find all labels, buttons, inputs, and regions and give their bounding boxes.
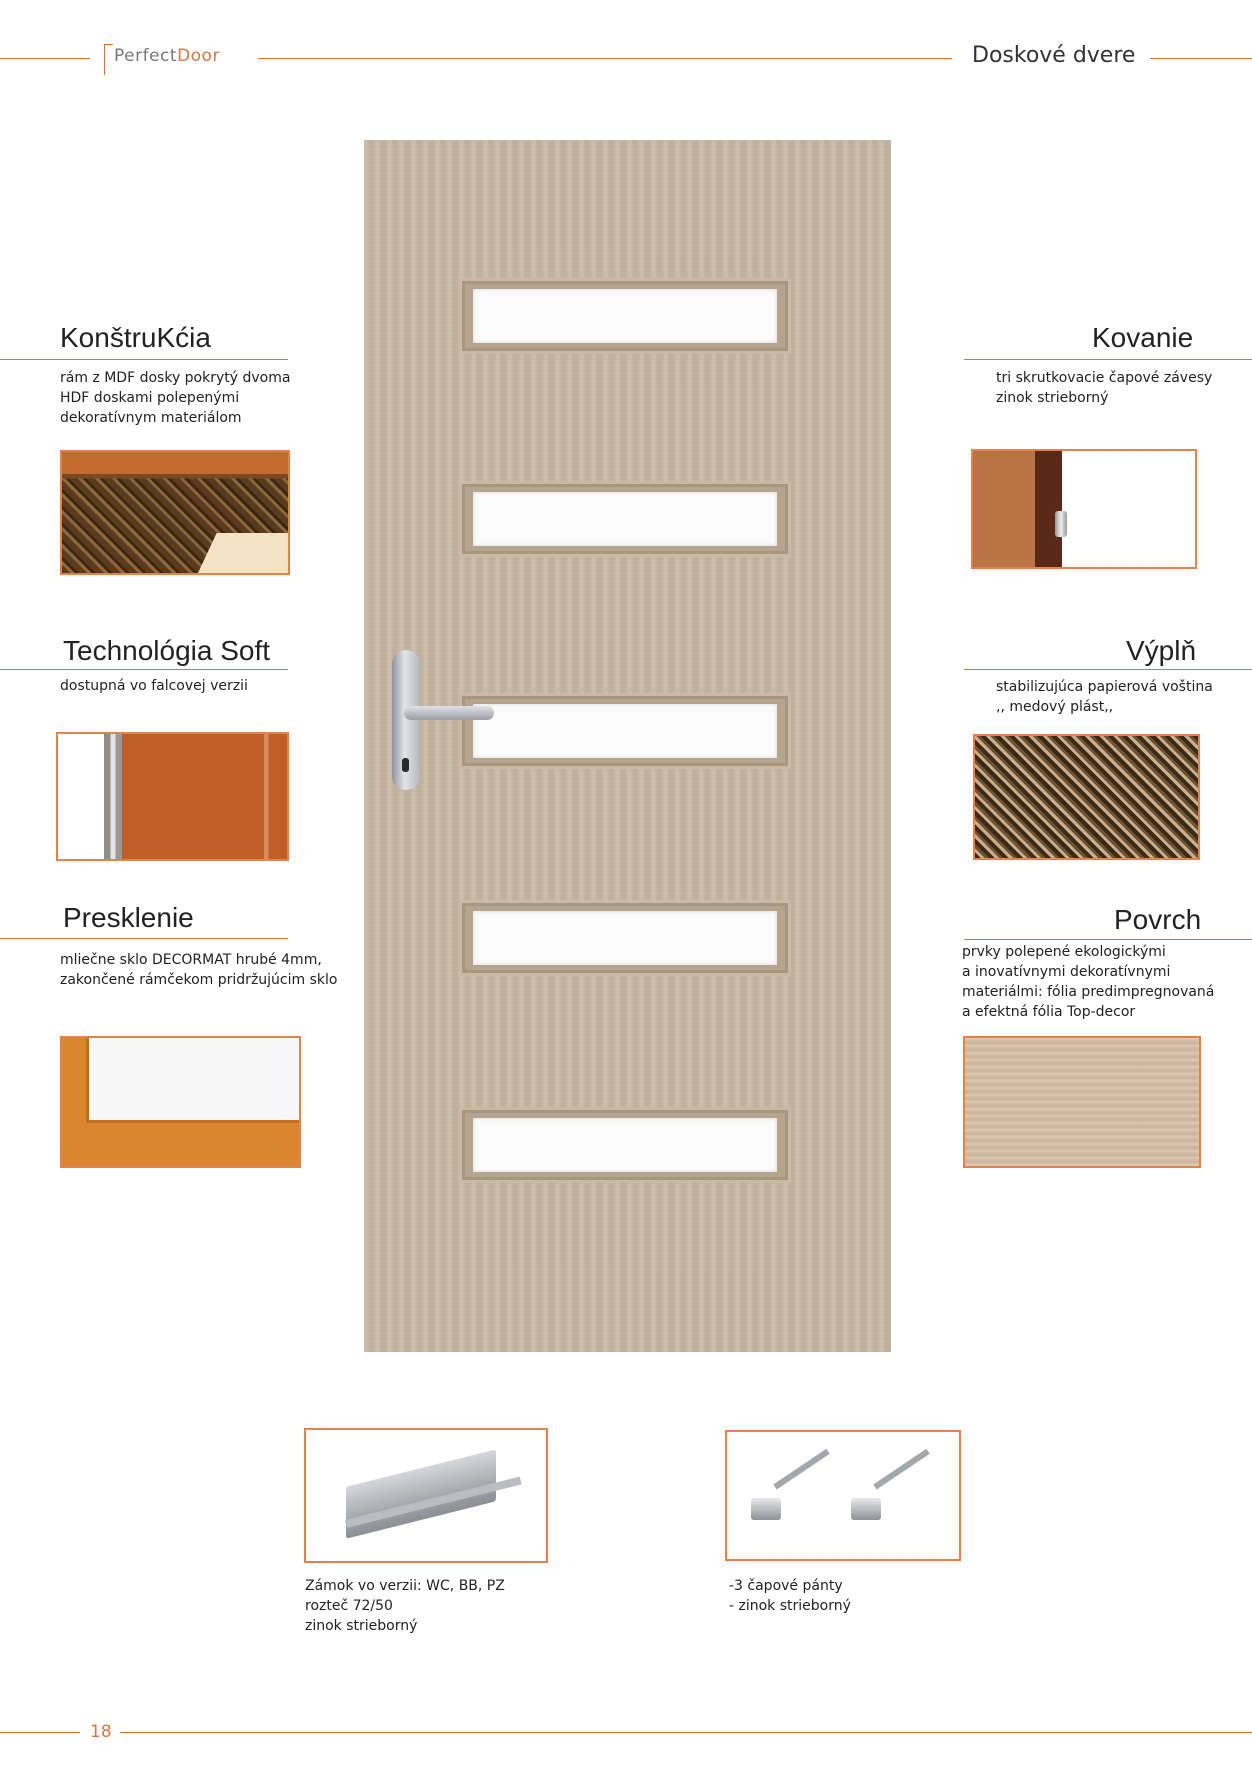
rule-presklenie xyxy=(0,938,288,939)
desc-line: zakončené rámčekom pridržujúcim sklo xyxy=(60,972,338,988)
photo-povrch xyxy=(963,1036,1201,1168)
hinge-pin xyxy=(851,1498,881,1520)
photo-konstrukcia xyxy=(60,450,290,575)
desc-line: a efektná fólia Top-decor xyxy=(962,1004,1136,1020)
glass-panel xyxy=(459,1107,791,1183)
glass-panel xyxy=(459,481,791,557)
hinge-icon xyxy=(1055,511,1067,537)
rule-kovanie xyxy=(964,359,1252,360)
desc-povrch xyxy=(962,942,1214,1022)
desc-line: tri skrutkovacie čapové závesy xyxy=(996,370,1213,386)
hinge-pin xyxy=(751,1498,781,1520)
desc-line: ,, medový plást,, xyxy=(996,699,1114,715)
rule-soft xyxy=(0,669,288,670)
desc-line: HDF doskami polepenými xyxy=(60,390,240,406)
frame-cutaway xyxy=(198,533,290,573)
heading-presklenie: Presklenie xyxy=(63,902,194,933)
desc-line: rám z MDF dosky pokrytý dvoma xyxy=(60,370,291,386)
desc-line: dostupná vo falcovej verzii xyxy=(60,678,248,694)
door-handle-lever xyxy=(404,706,494,720)
desc-vypln xyxy=(996,677,1213,717)
glass-sample xyxy=(86,1038,299,1123)
header-rule-middle xyxy=(258,58,952,59)
desc-line: prvky polepené ekologickými xyxy=(962,944,1166,960)
rule-vypln xyxy=(964,669,1252,670)
photo-presklenie xyxy=(60,1036,301,1168)
caption-hinges xyxy=(729,1576,851,1616)
brand-logo xyxy=(98,46,220,66)
hinge-rod xyxy=(773,1449,829,1490)
desc-line: stabilizujúca papierová voština xyxy=(996,679,1213,695)
glass-pane xyxy=(473,289,777,343)
desc-line: dekoratívnym materiálom xyxy=(60,410,242,426)
desc-konstrukcia xyxy=(60,368,290,428)
photo-soft xyxy=(56,732,289,861)
heading-povrch: Povrch xyxy=(1114,904,1202,935)
glass-pane xyxy=(473,492,777,546)
heading-soft: Technológia Soft xyxy=(63,635,271,666)
desc-soft xyxy=(60,676,248,696)
heading-vypln: Výplň xyxy=(1126,635,1197,666)
keyhole-icon xyxy=(402,758,409,772)
rule-konstrukcia xyxy=(0,359,288,360)
desc-presklenie xyxy=(60,950,337,990)
photo-kovanie xyxy=(971,449,1197,569)
glass-pane xyxy=(473,1118,777,1172)
desc-kovanie xyxy=(996,368,1212,408)
heading-kovanie: Kovanie xyxy=(1092,322,1194,353)
photo-lock xyxy=(304,1428,548,1563)
brand-logo-part2: Door xyxy=(177,46,220,66)
heading-konstrukcia: KonštruKćia xyxy=(60,322,211,353)
hinge-rod xyxy=(873,1449,929,1490)
page-number: 18 xyxy=(90,1722,112,1742)
rule-povrch xyxy=(964,939,1252,940)
desc-line: materiálmi: fólia predimpregnovaná xyxy=(962,984,1215,1000)
caption-lock xyxy=(305,1576,505,1636)
desc-line: mliečne sklo DECORMAT hrubé 4mm, xyxy=(60,952,322,968)
caption-line: - zinok strieborný xyxy=(729,1598,851,1614)
caption-line: -3 čapové pánty xyxy=(729,1578,843,1594)
desc-line: a inovatívnymi dekoratívnymi xyxy=(962,964,1171,980)
photo-vypln xyxy=(973,734,1200,860)
photo-hinges xyxy=(725,1430,961,1561)
glass-panel xyxy=(459,278,791,354)
door-image xyxy=(364,140,891,1352)
glass-pane xyxy=(473,704,777,758)
glass-panel xyxy=(459,693,791,769)
header-rule-left xyxy=(0,58,90,59)
footer-rule-right xyxy=(120,1732,1252,1733)
caption-line: Zámok vo verzii: WC, BB, PZ xyxy=(305,1578,505,1594)
glass-pane xyxy=(473,911,777,965)
desc-line: zinok strieborný xyxy=(996,390,1109,406)
caption-line: rozteč 72/50 xyxy=(305,1598,393,1614)
header-rule-right xyxy=(1150,58,1252,59)
footer-rule-left xyxy=(0,1732,80,1733)
brand-logo-part1: Perfect xyxy=(114,46,178,66)
glass-panel xyxy=(459,900,791,976)
caption-line: zinok strieborný xyxy=(305,1618,418,1634)
document-category: Doskové dvere xyxy=(972,43,1136,68)
